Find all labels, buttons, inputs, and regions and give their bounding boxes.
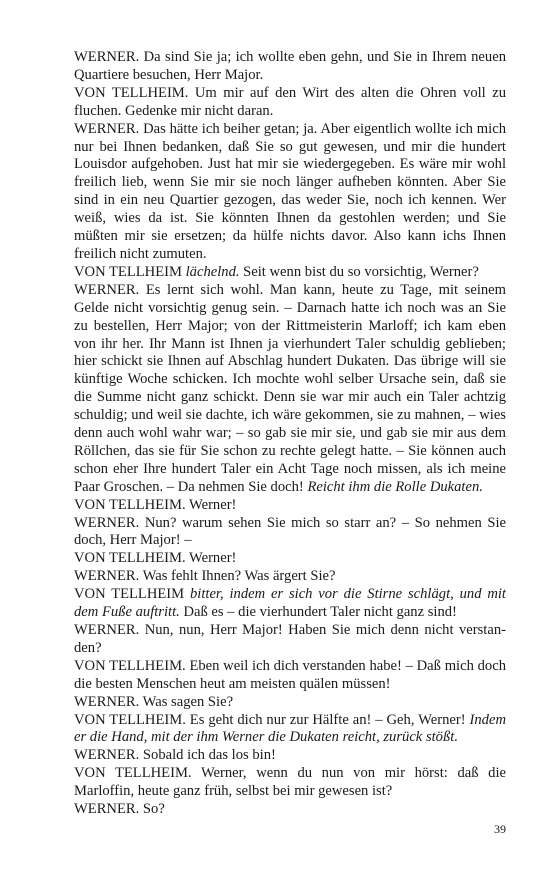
dialogue-paragraph [74, 765, 506, 801]
dialogue-paragraph [74, 85, 506, 121]
stage-direction: bitter, indem er sich vor die Stirne schlägt, und mit dem Fuße auftritt. [74, 586, 506, 621]
page-number: 39 [494, 822, 506, 836]
speech-text: WERNER. Was fehlt Ihnen? Was ärgert Sie? [74, 568, 336, 585]
dialogue-paragraph [74, 282, 506, 497]
speech-text: VON TELLHEIM [74, 586, 190, 603]
dialogue-paragraph [74, 121, 506, 264]
dialogue-paragraph [74, 586, 506, 622]
speech-text: VON TELLHEIM. Werner! [74, 496, 237, 513]
dialogue-paragraph [74, 712, 506, 748]
dialogue-paragraph [74, 694, 506, 712]
speech-text: WERNER. Das hätte ich beiher getan; ja. Aber eigentlich wollte ich mich nur bei Ihnen bedanken, daß Sie so gut gewesen, und mir die hundert Louisdor aufgehoben. Just hat mir sie wiedergegeben. Es wäre mir wohl freilich lieb, wenn Sie mir sie noch länger aufheben könnten. Aber Sie sind in ein neu Quartier gezogen, das weder Sie, noch ich kennen. Wer weiß, wies da ist. Sie könnten Ihnen da gestohlen werden; und Sie müßten mir sie ersetzen; da hülfe nichts davor. Also kann ichs Ihnen freilich nicht zumuten. [74, 120, 506, 262]
dialogue-paragraph [74, 497, 506, 515]
speech-text: VON TELLHEIM. Werner! [74, 550, 237, 567]
speech-text: Daß es – die vierhundert Taler nicht ganz sind! [179, 604, 457, 621]
speech-text: VON TELLHEIM. Es geht dich nur zur Hälfte an! – Geh, Werner! [74, 711, 470, 728]
stage-direction: lächelnd. [185, 263, 240, 280]
speech-text: VON TELLHEIM [74, 263, 186, 280]
speech-text: WERNER. Da sind Sie ja; ich wollte eben gehn, und Sie in Ihrem neuen Quartiere besuchen, Herr Major. [74, 49, 506, 83]
speech-text: WERNER. So? [74, 801, 165, 818]
speech-text: WERNER. Sobald ich das los bin! [74, 747, 276, 764]
speech-text: WERNER. Nun? warum sehen Sie mich so starr an? – So nehmen Sie doch, Herr Major! – [74, 514, 506, 549]
dialogue-text [74, 49, 506, 819]
dialogue-paragraph [74, 747, 506, 765]
dialogue-paragraph [74, 568, 506, 586]
stage-direction: Reicht ihm die Rolle Dukaten. [307, 478, 483, 495]
speech-text: WERNER. Was sagen Sie? [74, 693, 234, 710]
dialogue-paragraph [74, 622, 506, 658]
speech-text: VON TELLHEIM. Werner, wenn du nun von mir hörst: daß die Marloffin, heute ganz früh, selbst bei mir gewesen ist? [74, 765, 506, 800]
dialogue-paragraph [74, 264, 506, 282]
dialogue-paragraph [74, 550, 506, 568]
dialogue-paragraph [74, 801, 506, 819]
dialogue-paragraph [74, 658, 506, 694]
speech-text: WERNER. Nun, nun, Herr Major! Haben Sie mich denn nicht verstanden? [74, 622, 506, 656]
speech-text: VON TELLHEIM. Um mir auf den Wirt des alten die Ohren voll zu fluchen. Gedenke mir nicht daran. [74, 84, 506, 119]
speech-text: VON TELLHEIM. Eben weil ich dich verstanden habe! – Daß mich doch die besten Menschen heut am meisten quälen müssen! [74, 657, 506, 692]
speech-text: Seit wenn bist du so vorsichtig, Werner? [239, 263, 479, 280]
dialogue-paragraph [74, 515, 506, 551]
speech-text: WERNER. Es lernt sich wohl. Man kann, heute zu Tage, mit seinem Gelde nicht vorsichtig genug sein. – Darnach hatte ich noch was an Sie zu bestellen, Herr Major; von der Rittmeisterin Marloff; ich kam eben von ihr her. Ihr Mann ist Ihnen ja vierhundert Taler schuldig geblieben; hier schickt sie Ihnen auf Abschlag hundert Dukaten. Das übrige will sie künftige Woche schicken. Ich mochte wohl selber Ursache sein, daß sie die Summe nicht ganz schickt. Denn sie war mir auch ein Taler achtzig schuldig; und weil sie dachte, ich wäre gekommen, sie zu mahnen, – wies denn auch wohl wahr war; – so gab sie mir sie, und gab sie mir aus dem Röllchen, das sie für Sie schon zu rechte gelegt hatte. – Sie können auch schon eher Ihre hundert Taler ein Acht Tage noch missen, als ich meine Paar Groschen. – Da nehmen Sie doch! [74, 281, 506, 495]
stage-direction: Indem er die Hand, mit der ihm Werner die Dukaten reicht, zurück stößt. [74, 711, 506, 746]
dialogue-paragraph [74, 49, 506, 85]
